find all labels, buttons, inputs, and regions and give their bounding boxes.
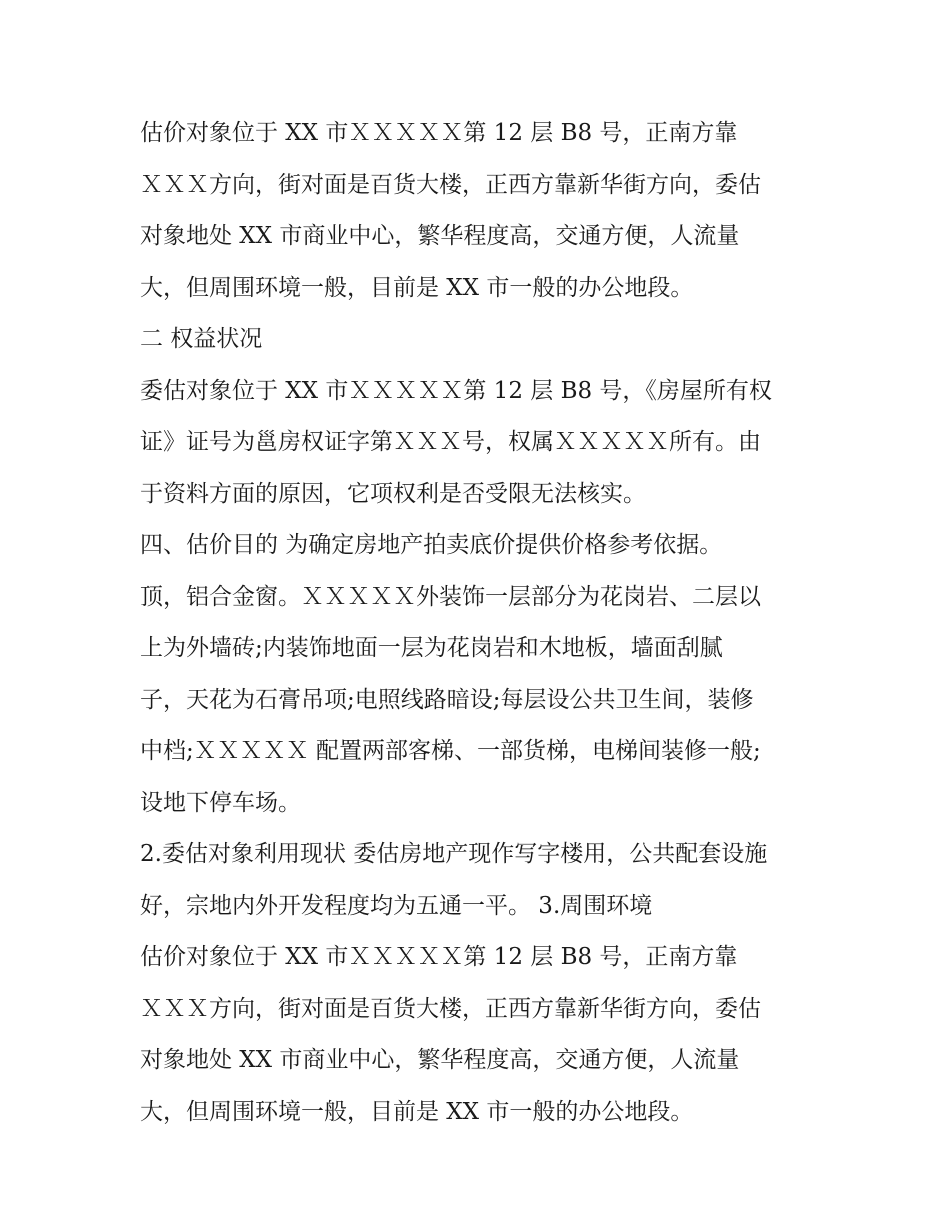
text-line: 大，但周围环境一般，目前是 XX 市一般的办公地段。 [140,1098,694,1125]
section-heading: 四、估价目的 为确定房地产拍卖底价提供价格参考依据。 [140,532,723,558]
text-line: ＸＸＸ方向，街对面是百货大楼，正西方靠新华街方向，委估 [140,995,761,1022]
text-line: 中档;ＸＸＸＸＸ 配置两部客梯、一部货梯，电梯间装修一般; [140,738,761,764]
text-line: 大，但周围环境一般，目前是 XX 市一般的办公地段。 [140,274,694,301]
text-line: 估价对象位于 XX 市ＸＸＸＸＸ第 12 层 B8 号，正南方靠 [140,944,738,970]
text-line: 好，宗地内外开发程度均为五通一平。 3.周围环境 [140,892,653,919]
text-line: 于资料方面的原因，它项权利是否受限无法核实。 [140,480,646,507]
text-line: ＸＸＸ方向，街对面是百货大楼，正西方靠新华街方向，委估 [140,171,761,198]
text-line: 设地下停车场。 [140,789,301,816]
body-text [140,108,830,1138]
text-line: 对象地处 XX 市商业中心，繁华程度高，交通方便，人流量 [140,223,740,249]
text-line: 2.委估对象利用现状 委估房地产现作写字楼用，公共配套设施 [140,841,768,867]
text-line: 证》证号为邕房权证字第ＸＸＸ号，权属ＸＸＸＸＸ所有。由 [140,429,761,455]
text-line: 估价对象位于 XX 市ＸＸＸＸＸ第 12 层 B8 号，正南方靠 [140,120,738,146]
text-line: 顶，铝合金窗。ＸＸＸＸＸ外装饰一层部分为花岗岩、二层以 [140,583,761,610]
text-line: 子，天花为石膏吊项;电照线路暗设;每层设公共卫生间，装修 [140,686,754,713]
text-line: 委估对象位于 XX 市ＸＸＸＸＸ第 12 层 B8 号，《房屋所有权 [140,377,772,404]
text-line: 对象地处 XX 市商业中心，繁华程度高，交通方便，人流量 [140,1047,740,1073]
section-heading: 二 权益状况 [140,326,263,352]
text-line: 上为外墙砖;内装饰地面一层为花岗岩和木地板，墙面刮腻 [140,635,723,661]
